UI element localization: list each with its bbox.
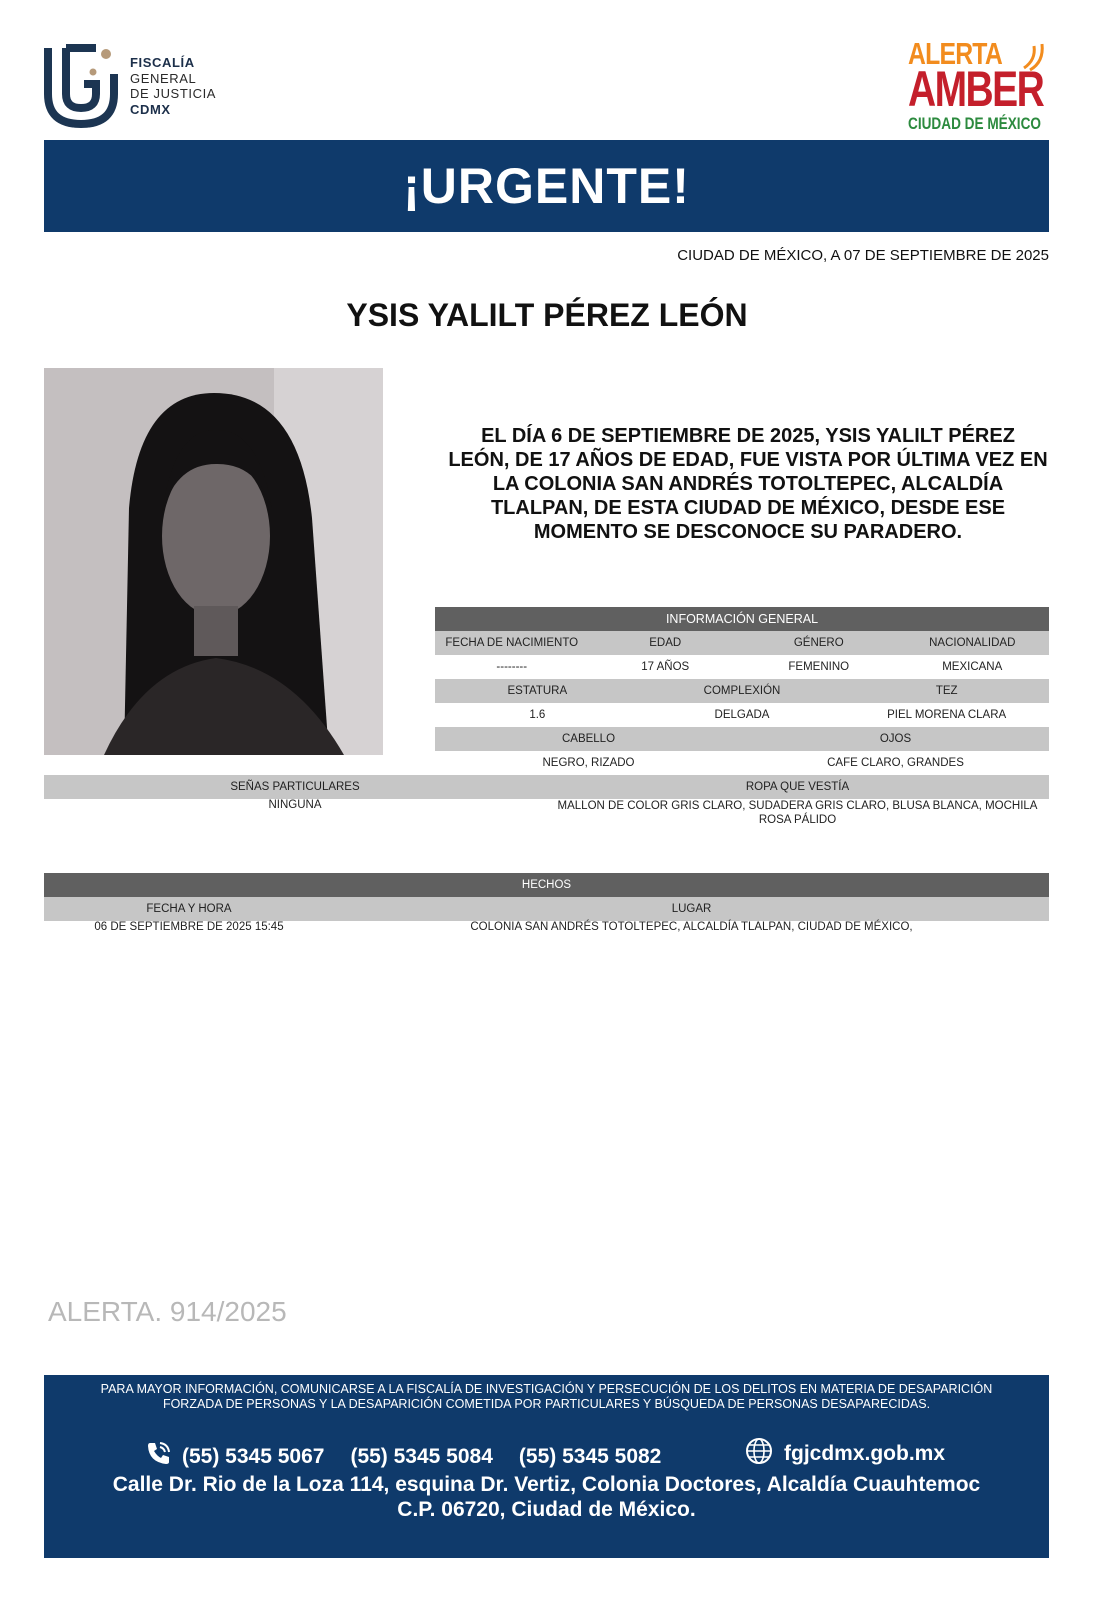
label-complexion: TEZ bbox=[935, 685, 958, 697]
date-line: CIUDAD DE MÉXICO, A 07 DE SEPTIEMBRE DE 2025 bbox=[677, 247, 1049, 264]
info-row-3-labels bbox=[435, 727, 1049, 751]
info-title-row bbox=[435, 607, 1049, 631]
amber-line-2: AMBER bbox=[908, 61, 1044, 117]
info-row-2-values bbox=[435, 703, 1049, 727]
footer bbox=[44, 1375, 1049, 1558]
value-marks: NINGUNA bbox=[268, 799, 322, 811]
fgj-logo bbox=[44, 44, 118, 128]
label-height: ESTATURA bbox=[507, 685, 568, 697]
value-gender: FEMENINO bbox=[788, 661, 850, 673]
info-row-3-values bbox=[435, 751, 1049, 775]
footer-note-line-1: PARA MAYOR INFORMACIÓN, COMUNICARSE A LA FISCALÍA DE INVESTIGACIÓN Y PERSECUCIÓN DE LOS DELITOS EN MATERIA DE DESAPARICIÓN bbox=[100, 1382, 993, 1396]
value-build: DELGADA bbox=[714, 709, 770, 721]
footer-note-line-2: FORZADA DE PERSONAS Y LA DESAPARICIÓN COMETIDA POR PARTICULARES Y BÚSQUEDA DE PERSONAS DESAPARECIDAS. bbox=[162, 1397, 931, 1411]
value-nationality: MEXICANA bbox=[942, 661, 1003, 673]
address-line-2: C.P. 06720, Ciudad de México. bbox=[397, 1498, 696, 1521]
urgent-banner: ¡URGENTE! bbox=[44, 140, 1049, 232]
label-place: LUGAR bbox=[671, 903, 712, 915]
hechos-title: HECHOS bbox=[44, 873, 1049, 897]
fgj-line-1: FISCALÍA bbox=[130, 55, 195, 70]
info-row-2-labels bbox=[435, 679, 1049, 703]
phone-number-3[interactable]: (55) 5345 5082 bbox=[518, 1445, 662, 1468]
value-clothing: MALLON DE COLOR GRIS CLARO, SUDADERA GRIS CLARO, BLUSA BLANCA, MOCHILA ROSA PÁLIDO bbox=[557, 800, 1038, 826]
value-complexion: PIEL MORENA CLARA bbox=[887, 709, 1007, 721]
footer-phones bbox=[144, 1445, 687, 1469]
hechos-title-row bbox=[44, 873, 1049, 897]
label-nationality: NACIONALIDAD bbox=[929, 637, 1016, 649]
website-link[interactable]: fgjcdmx.gob.mx bbox=[784, 1442, 946, 1465]
value-place: COLONIA SAN ANDRÉS TOTOLTEPEC, ALCALDÍA TLALPAN, CIUDAD DE MÉXICO, bbox=[470, 921, 913, 933]
value-age: 17 AÑOS bbox=[641, 661, 690, 673]
missing-person-photo bbox=[44, 368, 383, 755]
label-birthdate: FECHA DE NACIMIENTO bbox=[445, 637, 579, 649]
globe-icon bbox=[744, 1436, 774, 1466]
photo-illustration bbox=[44, 368, 383, 755]
phone-number-1[interactable]: (55) 5345 5067 bbox=[182, 1445, 325, 1468]
fgj-line-3: DE JUSTICIA bbox=[130, 86, 217, 101]
fgj-line-2: GENERAL bbox=[130, 70, 197, 86]
hechos-labels bbox=[44, 897, 1049, 921]
label-hair: CABELLO bbox=[561, 733, 616, 745]
fgj-name bbox=[130, 55, 216, 117]
amber-line-3: CIUDAD DE MÉXICO bbox=[908, 114, 1041, 133]
label-gender: GÉNERO bbox=[793, 637, 844, 649]
info-row-1-values bbox=[435, 655, 1049, 679]
amber-line-1: ALERTA bbox=[908, 36, 1002, 71]
value-height: 1.6 bbox=[529, 709, 546, 721]
hechos-values bbox=[44, 921, 1049, 941]
value-date-time: 06 DE SEPTIEMBRE DE 2025 15:45 bbox=[94, 921, 284, 933]
value-hair: NEGRO, RIZADO bbox=[542, 757, 635, 769]
fgj-line-4: CDMX bbox=[130, 101, 171, 117]
info-row-4-values bbox=[44, 799, 1049, 829]
address-line-1: Calle Dr. Rio de la Loza 114, esquina Dr. Vertiz, Colonia Doctores, Alcaldía Cuauhtemoc bbox=[112, 1473, 981, 1496]
value-eyes: CAFE CLARO, GRANDES bbox=[827, 757, 964, 769]
label-clothing: ROPA QUE VESTÍA bbox=[745, 781, 850, 793]
info-row-1-labels bbox=[435, 631, 1049, 655]
value-birthdate: -------- bbox=[496, 661, 528, 673]
footer-website bbox=[744, 1442, 945, 1466]
phone-number-2[interactable]: (55) 5345 5084 bbox=[350, 1445, 493, 1468]
label-date-time: FECHA Y HORA bbox=[146, 903, 232, 915]
footer-address bbox=[44, 1472, 1049, 1522]
label-build: COMPLEXIÓN bbox=[703, 685, 781, 697]
info-row-4-labels bbox=[44, 775, 1049, 799]
info-title: INFORMACIÓN GENERAL bbox=[435, 607, 1049, 631]
footer-note bbox=[44, 1382, 1049, 1412]
label-marks: SEÑAS PARTICULARES bbox=[230, 781, 360, 793]
case-description: EL DÍA 6 DE SEPTIEMBRE DE 2025, YSIS YALILT PÉREZ LEÓN, DE 17 AÑOS DE EDAD, FUE VISTA POR ÚLTIMA VEZ EN LA COLONIA SAN ANDRÉS TOTOLTEPEC, ALCALDÍA TLALPAN, DE ESTA CIUDAD DE MÉXICO, DESDE ESE MOMENTO SE DESCONOCE SU PARADERO. bbox=[448, 425, 1048, 543]
label-age: EDAD bbox=[649, 637, 682, 649]
phone-icon bbox=[144, 1439, 172, 1467]
person-name: YSIS YALILT PÉREZ LEÓN bbox=[346, 297, 748, 333]
label-eyes: OJOS bbox=[879, 733, 912, 745]
alerta-amber-logo bbox=[908, 36, 1048, 136]
alert-number: ALERTA. 914/2025 bbox=[48, 1296, 287, 1327]
